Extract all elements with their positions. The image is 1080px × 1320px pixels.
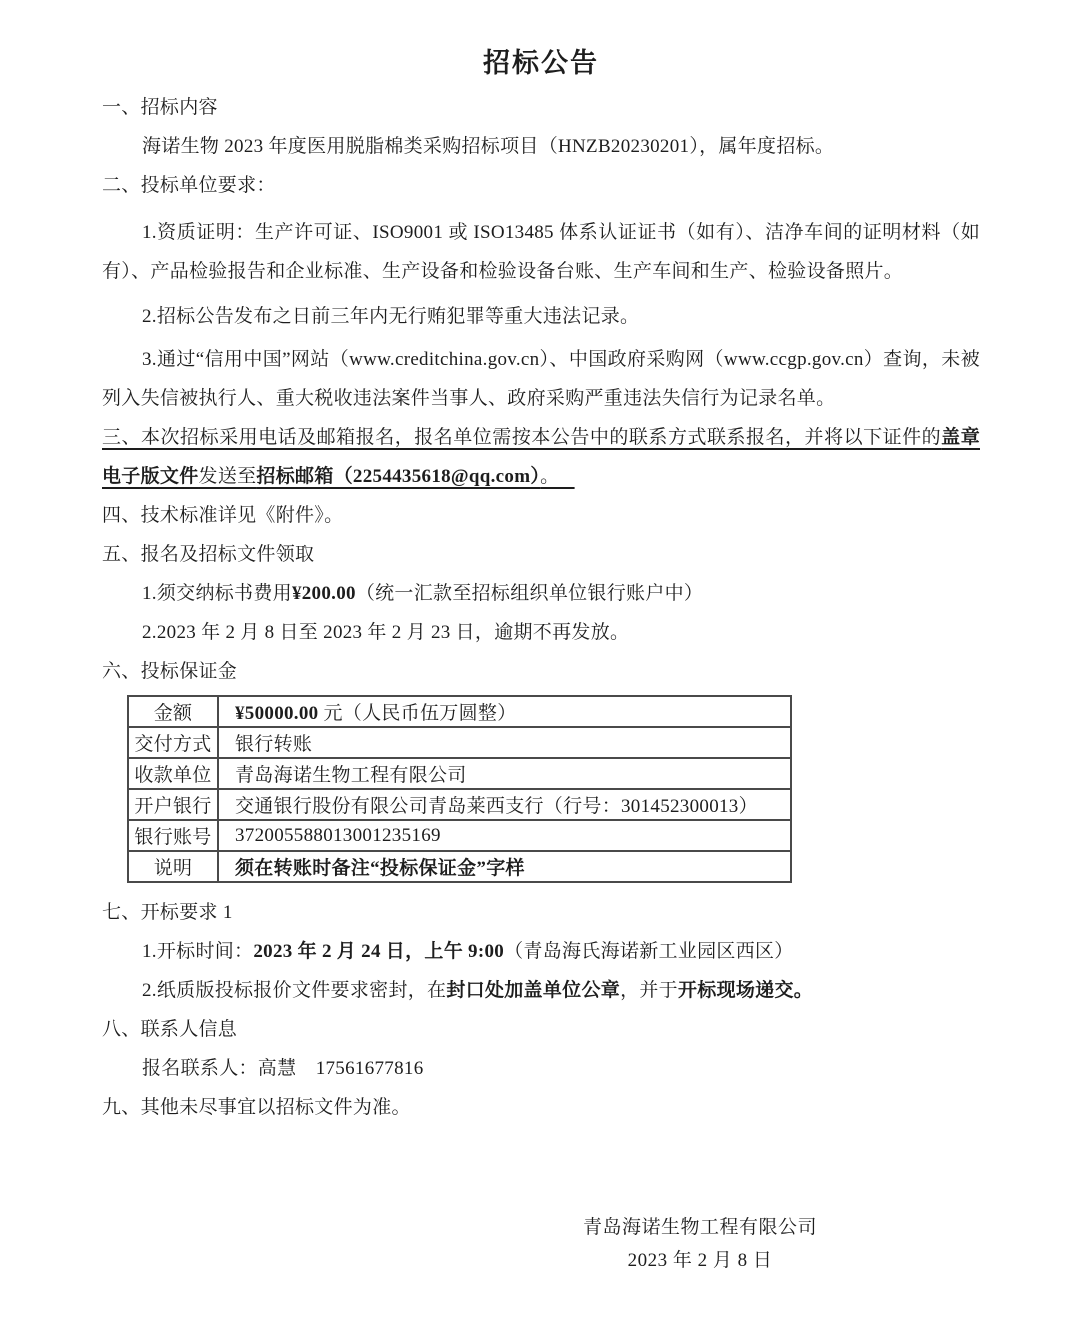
section-2-heading: 二、投标单位要求： <box>102 175 276 196</box>
row-value: 银行转账 <box>218 727 791 758</box>
row-label: 收款单位 <box>128 758 218 789</box>
section-5-heading: 五、报名及招标文件领取 <box>102 544 315 565</box>
row-label: 说明 <box>128 851 218 882</box>
section-3-text: 三、本次招标采用电话及邮箱报名，报名单位需按本公告中的联系方式联系报名，并将以下证件的 <box>102 427 942 448</box>
table-row-amount <box>128 696 791 727</box>
row-label: 交付方式 <box>128 727 218 758</box>
fee-amount: ¥200.00 <box>291 583 356 604</box>
section-8-heading: 八、联系人信息 <box>102 1019 238 1040</box>
row-value: 青岛海诺生物工程有限公司 <box>218 758 791 789</box>
table-row-account-number <box>128 820 791 851</box>
section-9-heading: 九、其他未尽事宜以招标文件为准。 <box>102 1097 411 1118</box>
row-label: 开户银行 <box>128 789 218 820</box>
transfer-note: 须在转账时备注“投标保证金”字样 <box>235 858 525 879</box>
row-label: 金额 <box>128 696 218 727</box>
section-5-item-2: 2.2023 年 2 月 8 日至 2023 年 2 月 23 日，逾期不再发放。 <box>142 622 630 643</box>
table-row-payment-method <box>128 727 791 758</box>
section-1-heading: 一、招标内容 <box>102 97 218 118</box>
table-row-payee <box>128 758 791 789</box>
row-value <box>218 851 791 882</box>
open-bid-location: （青岛海氏海诺新工业园区西区） <box>504 941 794 962</box>
fee-text: 1.须交纳标书费用 <box>142 583 292 604</box>
deposit-amount: ¥50000.00 <box>235 703 319 724</box>
section-3-bold-stamped-file: 盖章电子版文件 <box>102 427 980 487</box>
section-3-text-end: 。 <box>540 466 575 487</box>
table-row-note <box>128 851 791 882</box>
open-bid-label: 1.开标时间： <box>142 941 254 962</box>
section-3-paragraph <box>102 418 980 496</box>
signature-block <box>578 1211 822 1277</box>
open-bid-datetime: 2023 年 2 月 24 日，上午 9:00 <box>253 941 505 962</box>
deposit-amount-words: 元（人民币伍万圆整） <box>318 703 517 724</box>
section-7-item-1 <box>102 932 980 971</box>
section-6-heading: 六、投标保证金 <box>102 661 238 682</box>
section-2-item-3: 3.通过“信用中国”网站（www.creditchina.gov.cn）、中国政府采购网（www.ccgp.gov.cn）查询，未被列入失信被执行人、重大税收违法案件当事人、政府采购严重违法失信行为记录名单。 <box>102 349 980 409</box>
row-value: 372005588013001235169 <box>218 820 791 851</box>
section-2-item-2: 2.招标公告发布之日前三年内无行贿犯罪等重大违法记录。 <box>142 306 640 327</box>
section-7-item-2 <box>102 971 980 1010</box>
section-1-body: 海诺生物 2023 年度医用脱脂棉类采购招标项目（HNZB20230201），属年度招标。 <box>142 136 835 157</box>
row-label: 银行账号 <box>128 820 218 851</box>
deposit-table <box>127 695 792 883</box>
row-value: 交通银行股份有限公司青岛莱西支行（行号：301452300013） <box>218 789 791 820</box>
sealing-bold-submit: 开标现场递交。 <box>677 980 814 1001</box>
section-5-item-1 <box>102 574 980 613</box>
row-value <box>218 696 791 727</box>
contact-person-line: 报名联系人：高慧 17561677816 <box>142 1058 424 1079</box>
document-title: 招标公告 <box>483 48 599 78</box>
signature-company: 青岛海诺生物工程有限公司 <box>582 1217 817 1238</box>
sealing-text: 2.纸质版投标报价文件要求密封，在 <box>142 980 447 1001</box>
section-3-text-mid: 发送至 <box>198 466 257 487</box>
sealing-text-mid: ，并于 <box>620 980 678 1001</box>
sealing-bold-stamp: 封口处加盖单位公章 <box>446 980 621 1001</box>
signature-date: 2023 年 2 月 8 日 <box>627 1250 773 1271</box>
section-7-heading: 七、开标要求 1 <box>102 902 233 923</box>
section-3-bold-email: 招标邮箱（2254435618@qq.com） <box>256 466 541 487</box>
section-2-item-1: 1.资质证明：生产许可证、ISO9001 或 ISO13485 体系认证证书（如有）、洁净车间的证明材料（如有）、产品检验报告和企业标准、生产设备和检验设备台账、生产车间和生产、检验设备照片。 <box>102 222 980 282</box>
table-row-bank <box>128 789 791 820</box>
section-4-heading: 四、技术标准详见《附件》。 <box>102 505 344 526</box>
fee-note: （统一汇款至招标组织单位银行账户中） <box>355 583 704 604</box>
